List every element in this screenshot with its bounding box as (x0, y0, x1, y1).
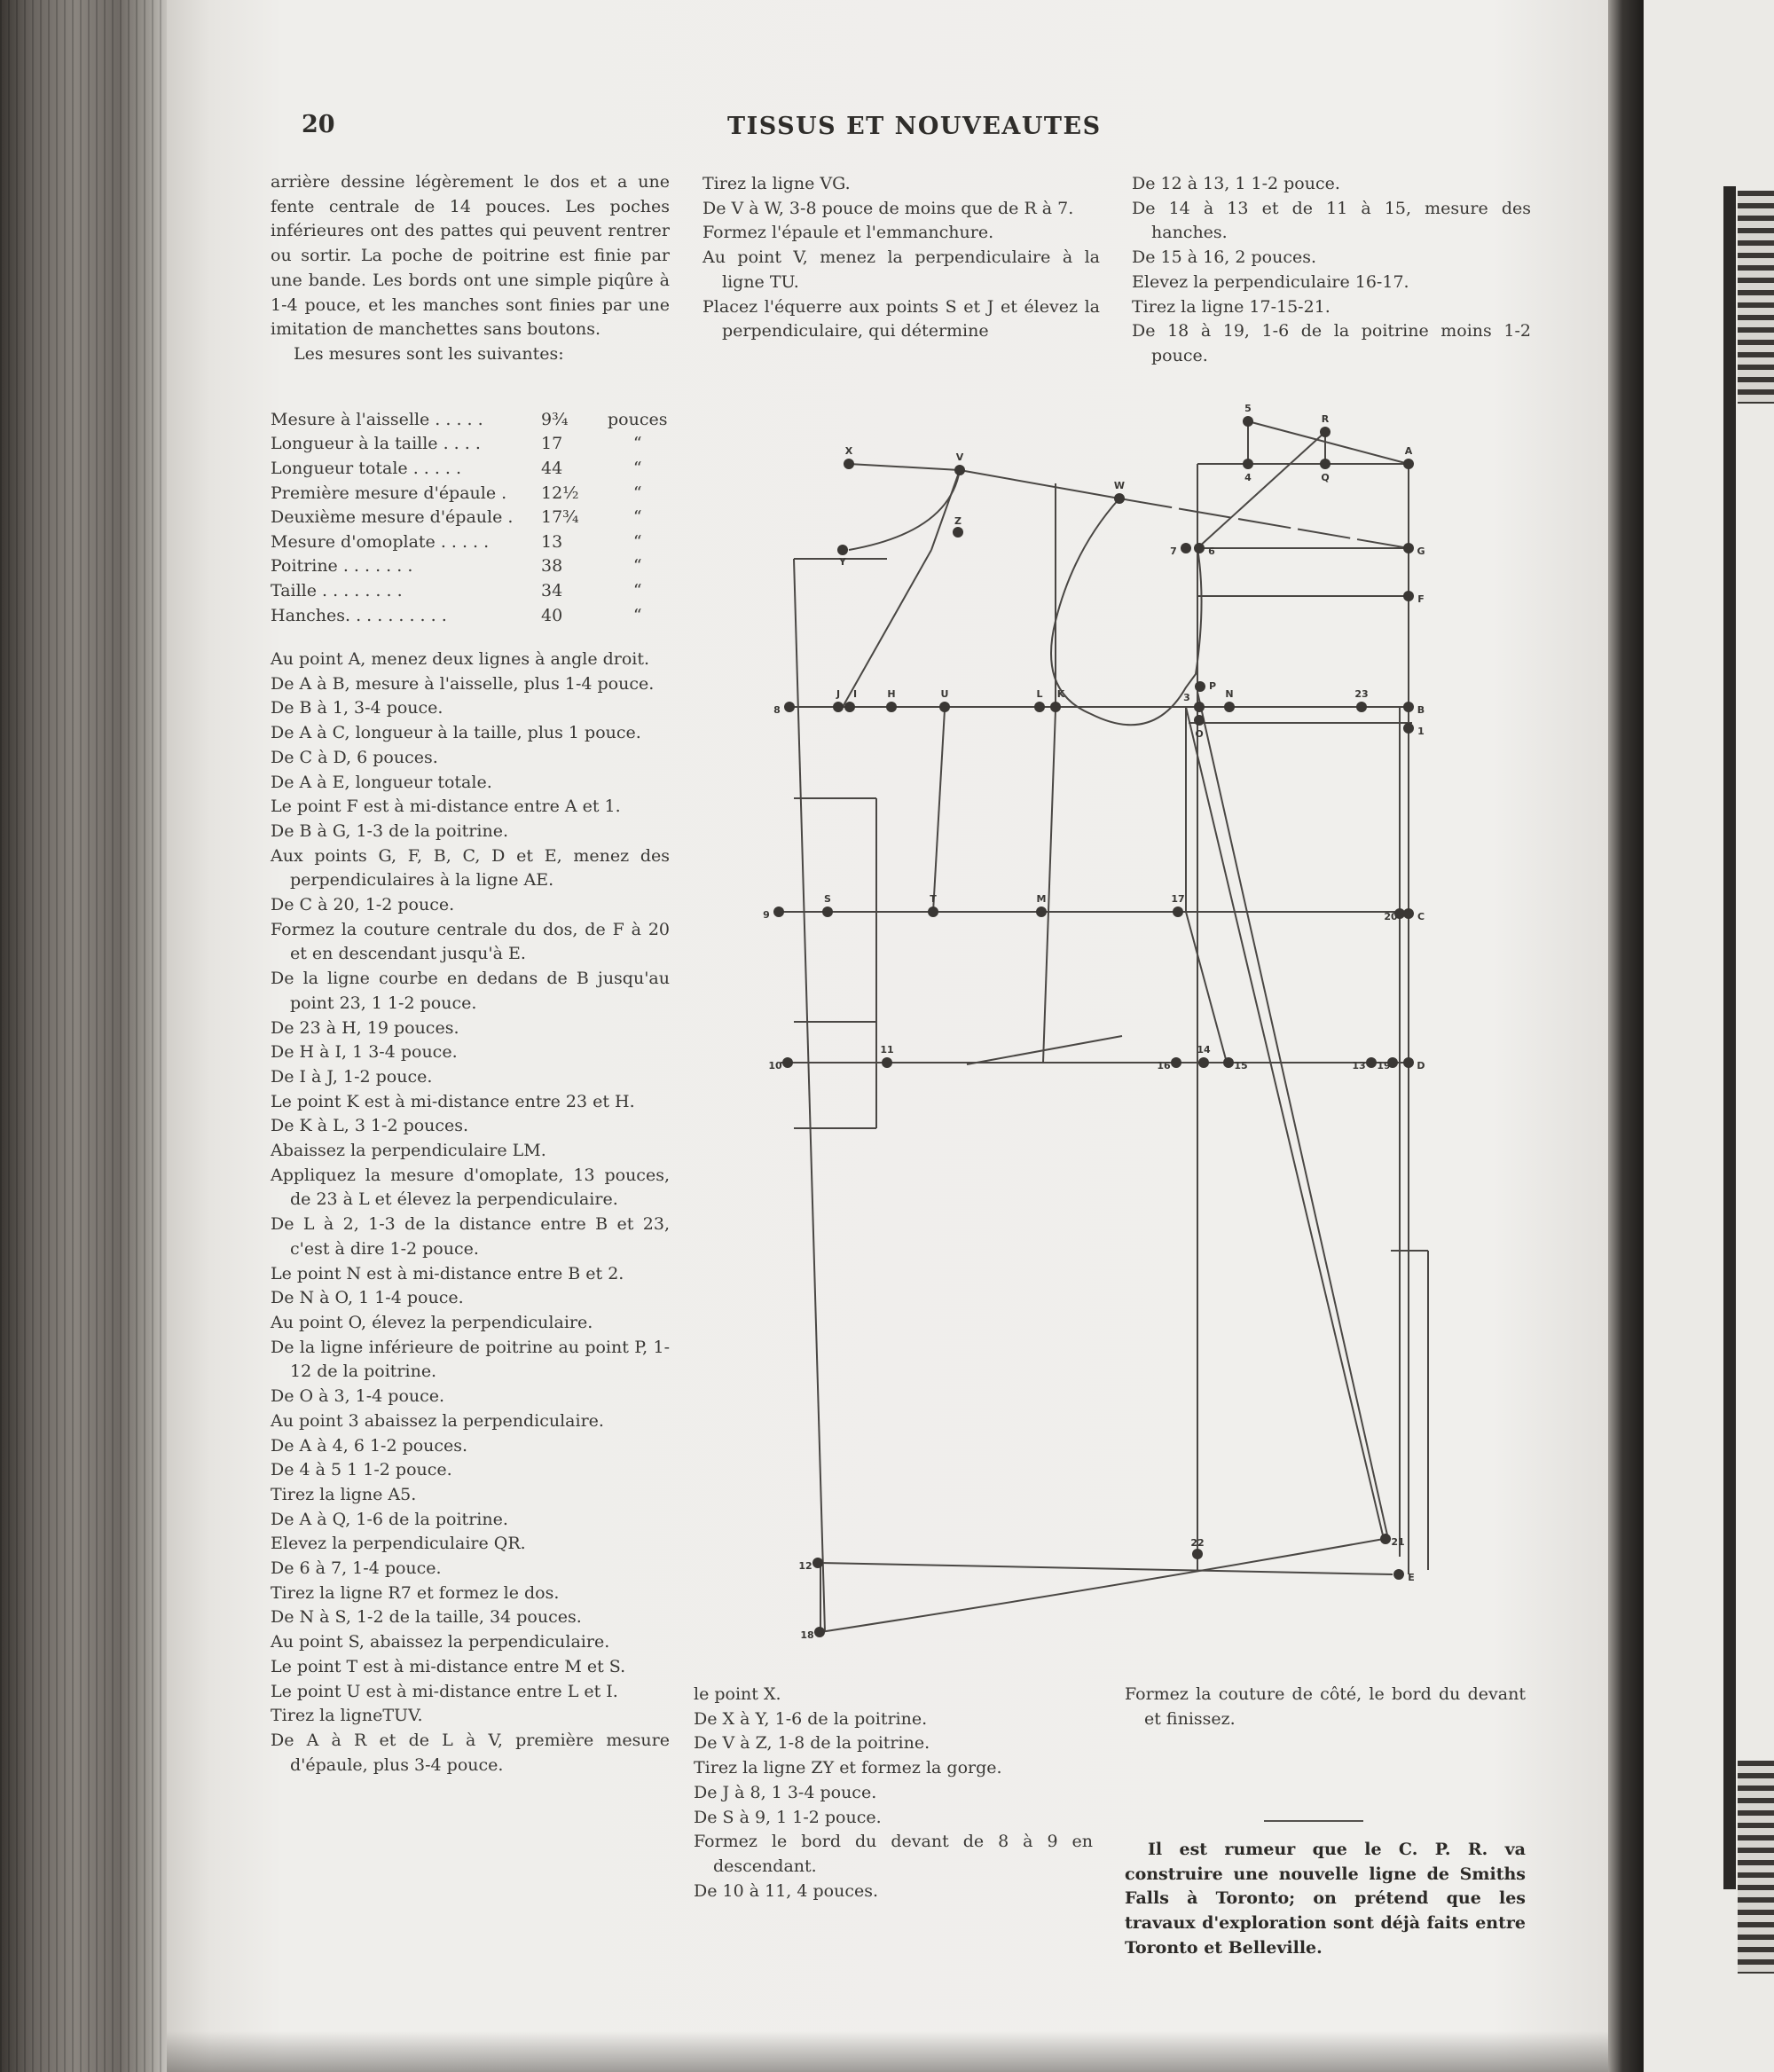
pattern-point-label: 10 (768, 1060, 782, 1071)
instruction-step: De J à 8, 1 3-4 pouce. (694, 1782, 877, 1802)
instruction-step: De V à W, 3-8 pouce de moins que de R à 7. (703, 198, 1074, 218)
pattern-point (1403, 591, 1414, 601)
pattern-point (928, 906, 938, 917)
pattern-point (812, 1558, 823, 1568)
instruction-step: De 15 à 16, 2 pouces. (1132, 247, 1316, 268)
instruction-step: le point X. (694, 1684, 781, 1704)
instruction-step: Au point O, élevez la perpendiculaire. (271, 1312, 593, 1332)
instruction-step: De A à B, mesure à l'aisselle, plus 1-4 pouce. (271, 673, 655, 694)
pattern-point (1320, 459, 1330, 469)
measures-intro: Les mesures sont les suivantes: (294, 343, 564, 364)
instruction-step: Tirez la ligne R7 et formez le dos. (271, 1582, 560, 1603)
measurement-unit: “ (632, 580, 642, 600)
measurement-label: Première mesure d'épaule . (271, 483, 507, 503)
instruction-step: Abaissez la perpendiculaire LM. (271, 1141, 546, 1161)
measurement-label: Mesure à l'aisselle . . . . . (271, 409, 483, 429)
instruction-step: Tirez la ligneTUV. (271, 1706, 423, 1726)
pattern-point (1034, 702, 1045, 712)
instruction-step: De O à 3, 1-4 pouce. (271, 1386, 445, 1407)
pattern-point (1194, 702, 1205, 712)
pattern-point-label: D (1417, 1060, 1425, 1071)
bottom-curve (820, 1539, 1384, 1632)
line-17-21 (1186, 707, 1384, 1539)
pattern-point (1366, 1057, 1377, 1068)
pattern-point-label: Y (839, 556, 846, 568)
instruction-step: Au point V, menez la perpendiculaire à la ligne TU. (703, 247, 1100, 292)
line-tu (933, 710, 945, 912)
instruction-step: Le point K est à mi-distance entre 23 et H. (271, 1091, 635, 1111)
pattern-point-label: 1 (1417, 726, 1425, 737)
pattern-point (1194, 715, 1205, 726)
measurement-label: Mesure d'omoplate . . . . . (271, 531, 490, 552)
pattern-point (814, 1627, 825, 1637)
pattern-point (1243, 459, 1253, 469)
pattern-point-label: 5 (1244, 403, 1252, 414)
pattern-point (1194, 543, 1205, 553)
instruction-step: De 10 à 11, 4 pouces. (694, 1880, 878, 1901)
instruction-step: Tirez la ligne A5. (271, 1484, 417, 1504)
pattern-point-label: A (1404, 445, 1413, 457)
pattern-point (1224, 702, 1235, 712)
pattern-point (1403, 702, 1414, 712)
pattern-point-label: 3 (1183, 692, 1190, 703)
pattern-point-label: I (852, 688, 858, 700)
neck-curve (849, 470, 960, 550)
instruction-step: De 23 à H, 19 pouces. (271, 1017, 459, 1038)
instruction-step: De L à 2, 1-3 de la distance entre B et 23, c'est à dire 1-2 pouce. (271, 1214, 670, 1259)
measurement-unit: “ (632, 531, 642, 552)
pattern-point-label: B (1417, 704, 1425, 716)
instruction-step: Le point F est à mi-distance entre A et 1. (271, 797, 621, 817)
pattern-point-label: Z (954, 515, 962, 527)
pattern-point-label: 22 (1190, 1537, 1205, 1549)
pattern-point (1181, 543, 1191, 553)
pattern-point-label: O (1195, 728, 1204, 740)
instruction-step: De la ligne courbe en dedans de B jusqu'au point 23, 1 1-2 pouce. (271, 969, 670, 1013)
measurement-value: 13 (541, 531, 563, 552)
pattern-point (1356, 702, 1367, 712)
pattern-point (886, 702, 897, 712)
measurement-label: Longueur à la taille . . . . (271, 434, 481, 454)
instruction-step: De B à 1, 3-4 pouce. (271, 698, 444, 718)
pattern-point-label: P (1208, 680, 1217, 692)
pattern-point-label: 15 (1234, 1060, 1248, 1071)
instruction-step: De 6 à 7, 1-4 pouce. (271, 1558, 442, 1579)
pattern-point (1198, 1057, 1209, 1068)
measurement-label: Poitrine . . . . . . . (271, 556, 413, 577)
instruction-step: De C à D, 6 pouces. (271, 747, 438, 767)
pattern-point (773, 906, 784, 917)
pattern-point (939, 702, 950, 712)
instruction-step: Tirez la ligne 17-15-21. (1132, 296, 1330, 317)
measurement-value: 40 (541, 605, 563, 625)
pattern-point (1223, 1057, 1234, 1068)
instruction-step: Au point 3 abaissez la perpendiculaire. (271, 1410, 604, 1431)
instruction-step: De 4 à 5 1 1-2 pouce. (271, 1460, 452, 1480)
pattern-point-label: 19 (1377, 1060, 1391, 1071)
pattern-point-label: J (836, 688, 841, 700)
instruction-step: De la ligne inférieure de poitrine au point P, 1-12 de la poitrine. (271, 1337, 670, 1382)
pattern-point-label: X (844, 445, 853, 457)
pattern-point-label: 21 (1391, 1536, 1405, 1548)
pattern-point-label: S (824, 893, 831, 905)
pattern-point (844, 702, 855, 712)
intro-paragraph: arrière dessine légèrement le dos et a une fente centrale de 14 pouces. Les poches inférieures ont des pattes qui peuvent rentrer ou sortir. La poche de poitrine est finie par une bande. Les bords ont une simple piqûre à 1-4 pouce, et les manches sont finies par une imitation de manchettes sans boutons. (271, 172, 670, 340)
pattern-point-label: 20 (1384, 911, 1398, 922)
pattern-point (954, 465, 965, 475)
pattern-point-label: F (1417, 593, 1425, 605)
pattern-point-label: M (1036, 893, 1047, 905)
pattern-point-label: W (1113, 480, 1126, 491)
running-title: TISSUS ET NOUVEAUTES (727, 113, 1102, 140)
measurement-value: 44 (541, 458, 563, 478)
shoulder-line-vw (960, 470, 1119, 498)
pattern-point (1320, 427, 1330, 437)
measurement-unit: “ (632, 507, 642, 528)
instruction-step: De K à L, 3 1-2 pouces. (271, 1116, 469, 1136)
pattern-point (837, 545, 848, 555)
pattern-lines (779, 421, 1428, 1632)
instruction-step: De S à 9, 1 1-2 pouce. (694, 1807, 882, 1827)
instruction-step: Elevez la perpendiculaire QR. (271, 1534, 526, 1554)
pattern-point-label: N (1225, 688, 1234, 700)
pattern-point-label: T (930, 893, 937, 905)
pattern-point (782, 1057, 793, 1068)
pattern-point (1393, 1569, 1404, 1580)
pattern-point (1403, 908, 1414, 919)
pattern-point (784, 702, 795, 712)
instruction-step: De A à 4, 6 1-2 pouces. (271, 1435, 468, 1456)
pattern-point-label: C (1417, 911, 1425, 922)
pattern-point (1171, 1057, 1181, 1068)
instruction-step: De A à Q, 1-6 de la poitrine. (271, 1509, 508, 1529)
pattern-point-label: 16 (1157, 1060, 1171, 1071)
pattern-point-label: H (887, 688, 896, 700)
instruction-step: De A à R et de L à V, première mesure d'épaule, plus 3-4 pouce. (271, 1730, 670, 1775)
pattern-point-label: K (1056, 688, 1065, 700)
instruction-step: Placez l'équerre aux points S et J et élevez la perpendiculaire, qui détermine (703, 296, 1100, 341)
hem-line-e (820, 1563, 1393, 1574)
instruction-step: Le point T est à mi-distance entre M et S. (271, 1656, 626, 1676)
instruction-step: De N à O, 1 1-4 pouce. (271, 1288, 464, 1308)
pattern-point-label: 11 (880, 1044, 894, 1056)
pattern-point-label: V (955, 451, 964, 463)
pattern-point (1114, 493, 1125, 504)
instruction-step: Formez le bord du devant de 8 à 9 en descendant. (694, 1832, 1093, 1876)
pattern-point (1380, 1534, 1391, 1544)
instruction-step: Aux points G, F, B, C, D et E, menez des perpendiculaires à la ligne AE. (271, 845, 670, 891)
instruction-step: De 14 à 13 et de 11 à 15, mesure des hanches. (1132, 198, 1531, 243)
instruction-step: Le point N est à mi-distance entre B et 2. (271, 1263, 624, 1283)
measurement-label: Taille . . . . . . . . (271, 580, 403, 600)
instruction-step: De 18 à 19, 1-6 de la poitrine moins 1-2 pouce. (1132, 321, 1531, 365)
pattern-point (1403, 1057, 1414, 1068)
pattern-point (1243, 416, 1253, 427)
instruction-step: Formez la couture centrale du dos, de F à 20 et en descendant jusqu'à E. (271, 919, 670, 964)
instruction-step: De V à Z, 1-8 de la poitrine. (694, 1733, 930, 1754)
instruction-step: De H à I, 1 3-4 pouce. (271, 1042, 458, 1063)
instruction-step: Formez l'épaule et l'emmanchure. (703, 223, 994, 243)
armhole-curve (1051, 498, 1202, 725)
pattern-point (1195, 681, 1205, 692)
pattern-point-label: 18 (800, 1629, 814, 1641)
instruction-step: Tirez la ligne VG. (703, 174, 851, 193)
instruction-step: De C à 20, 1-2 pouce. (271, 895, 455, 915)
pattern-point-label: G (1417, 545, 1425, 557)
lapel-line (843, 550, 931, 707)
pattern-point-label: E (1408, 1572, 1415, 1583)
instruction-step: De X à Y, 1-6 de la poitrine. (694, 1708, 928, 1729)
pattern-point-label: Q (1321, 472, 1330, 483)
pattern-point-label: R (1321, 413, 1330, 425)
instruction-step: De 12 à 13, 1 1-2 pouce. (1132, 174, 1340, 193)
line-lm (1043, 710, 1056, 1063)
pattern-point-label: 12 (798, 1560, 812, 1572)
pattern-point-label: 23 (1354, 688, 1369, 700)
instruction-step: Appliquez la mesure d'omoplate, 13 pouces, de 23 à L et élevez la perpendiculaire. (271, 1165, 670, 1210)
pattern-point-label: 9 (763, 909, 770, 921)
pattern-point-label: 17 (1171, 893, 1185, 905)
pattern-point (833, 702, 844, 712)
instruction-step: De A à E, longueur totale. (271, 772, 492, 792)
pattern-point (1403, 543, 1414, 553)
pattern-point (1403, 459, 1414, 469)
front-edge-line (794, 559, 825, 1632)
line-v-y (931, 470, 960, 550)
measurement-value: 38 (541, 556, 563, 577)
measurement-unit: “ (632, 458, 642, 478)
pattern-point (1403, 723, 1414, 734)
news-paragraph: Il est rumeur que le C. P. R. va construire une nouvelle ligne de Smiths Falls à Toronto; on prétend que les travaux d'exploration sont déjà faits entre Toronto et Belleville. (1125, 1840, 1526, 1958)
pattern-point (1192, 1549, 1203, 1559)
pattern-point-label: 4 (1244, 472, 1252, 483)
instruction-step: Au point S, abaissez la perpendiculaire. (271, 1632, 610, 1652)
pattern-point (1036, 906, 1047, 917)
measurement-unit: “ (632, 605, 642, 625)
pattern-point (953, 527, 963, 538)
shoulder-line-xv (849, 464, 960, 470)
pattern-point-label: 14 (1197, 1044, 1211, 1056)
pattern-point (822, 906, 833, 917)
measurement-unit: pouces (608, 409, 668, 429)
measurement-value: 34 (541, 580, 563, 600)
pattern-point-label: 8 (773, 704, 781, 716)
instruction-step: Tirez la ligne ZY et formez la gorge. (694, 1758, 1002, 1778)
pattern-point-label: 13 (1352, 1060, 1366, 1071)
pattern-point (844, 459, 854, 469)
measurement-label: Deuxième mesure d'épaule . (271, 507, 514, 528)
line-17-15 (1186, 912, 1227, 1063)
measurement-value: 17¾ (541, 507, 579, 528)
instruction-step: De I à J, 1-2 pouce. (271, 1066, 433, 1087)
instruction-step: Au point A, menez deux lignes à angle droit. (271, 649, 650, 669)
measurement-value: 9¾ (541, 409, 569, 429)
instruction-step: De N à S, 1-2 de la taille, 34 pouces. (271, 1607, 582, 1628)
instruction-step: De A à C, longueur à la taille, plus 1 pouce. (271, 723, 641, 743)
pattern-point (882, 1057, 892, 1068)
instruction-step: Le point U est à mi-distance entre L et I. (271, 1681, 618, 1701)
measurement-value: 17 (541, 434, 563, 454)
measurement-unit: “ (632, 434, 642, 454)
pattern-points (773, 416, 1414, 1637)
measurement-value: 12½ (541, 483, 579, 503)
measurement-label: Longueur totale . . . . . (271, 458, 462, 478)
instruction-step: De B à G, 1-3 de la poitrine. (271, 820, 508, 841)
page-number: 20 (302, 111, 335, 138)
pattern-point-label: 7 (1170, 545, 1177, 557)
pattern-point-label: U (940, 688, 949, 700)
pattern-point (1050, 702, 1061, 712)
instruction-step: Elevez la perpendiculaire 16-17. (1132, 271, 1409, 292)
instruction-step: Formez la couture de côté, le bord du devant et finissez. (1125, 1684, 1526, 1729)
pattern-point-label: L (1036, 688, 1043, 700)
measurement-unit: “ (632, 483, 642, 503)
measurement-label: Hanches. . . . . . . . . . (271, 605, 447, 625)
pattern-point (1173, 906, 1183, 917)
measurement-unit: “ (632, 556, 642, 577)
line-vg (1119, 498, 1409, 548)
pattern-point-label: 6 (1208, 545, 1215, 557)
